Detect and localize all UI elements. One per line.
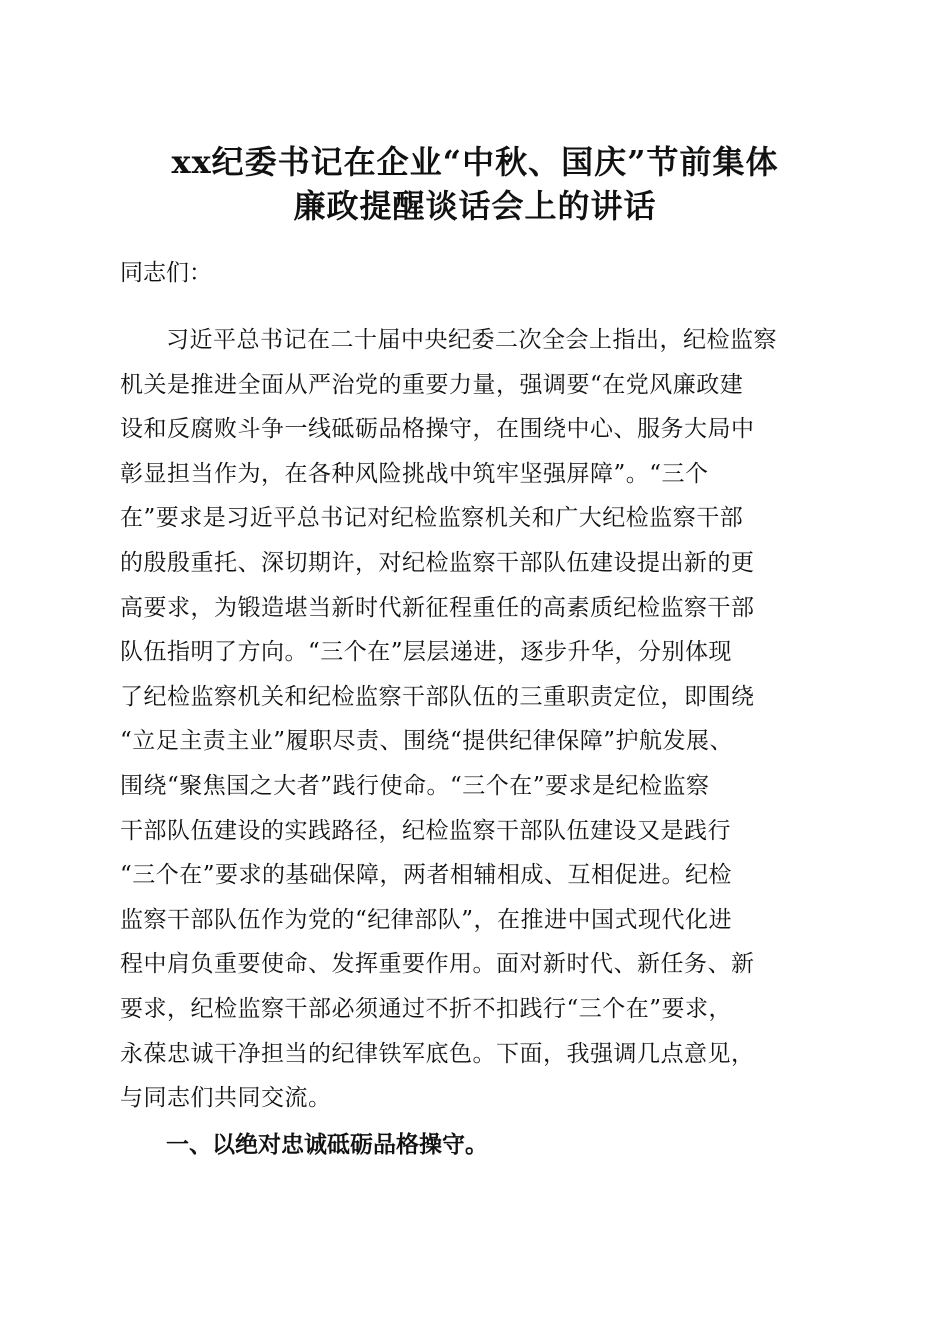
paragraph-line: 在”要求是习近平总书记对纪检监察机关和广大纪检监察干部 [120, 505, 744, 532]
paragraph-line: 要求，纪检监察干部必须通过不折不扣践行“三个在”要求， [120, 996, 733, 1022]
paragraph-line: 干部队伍建设的实践路径，纪检监察干部队伍建设又是践行 [120, 817, 731, 844]
paragraph-line: 围绕“聚焦国之大者”践行使命。“三个在”要求是纪检监察 [120, 773, 710, 799]
paragraph-line: “三个在”要求的基础保障，两者相辅相成、互相促进。纪检 [120, 862, 733, 889]
title-line-2: 廉政提醒谈话会上的讲话 [293, 187, 657, 225]
paragraph-line: 的殷殷重托、深切期许，对纪检监察干部队伍建设提出新的更 [120, 550, 755, 576]
paragraph-line: 监察干部队伍作为党的“纪律部队”，在推进中国式现代化进 [120, 906, 733, 933]
paragraph-line: 高要求，为锻造堪当新时代新征程重任的高素质纪检监察干部 [120, 594, 755, 621]
document-title [100, 140, 850, 228]
paragraph-line: 彰显担当作为，在各种风险挑战中筑牢坚强屏障”。“三个 [120, 460, 709, 487]
salutation: 同志们： [120, 260, 212, 286]
paragraph-line: 与同志们共同交流。 [120, 1085, 332, 1112]
paragraph-line: 了纪检监察机关和纪检监察干部队伍的三重职责定位，即围绕 [120, 683, 755, 710]
title-line-1: xx纪委书记在企业“中秋、国庆”节前集体 [171, 143, 779, 181]
section-heading: 一、以绝对忠诚砥砺品格操守。 [166, 1131, 488, 1158]
paragraph-line: 习近平总书记在二十届中央纪委二次全会上指出，纪检监察 [166, 327, 777, 353]
paragraph-line: 永葆忠诚干净担当的纪律铁军底色。下面，我强调几点意见， [120, 1040, 755, 1067]
paragraph-line: 设和反腐败斗争一线砥砺品格操守，在围绕中心、服务大局中 [120, 416, 755, 443]
paragraph-line: “立足主责主业”履职尽责、围绕“提供纪律保障”护航发展、 [120, 728, 734, 755]
paragraph-line: 队伍指明了方向。“三个在”层层递进，逐步升华，分别体现 [120, 639, 733, 666]
paragraph-line: 机关是推进全面从严治党的重要力量，强调要“在党风廉政建 [120, 371, 744, 398]
paragraph-line: 程中肩负重要使命、发挥重要作用。面对新时代、新任务、新 [120, 951, 755, 978]
